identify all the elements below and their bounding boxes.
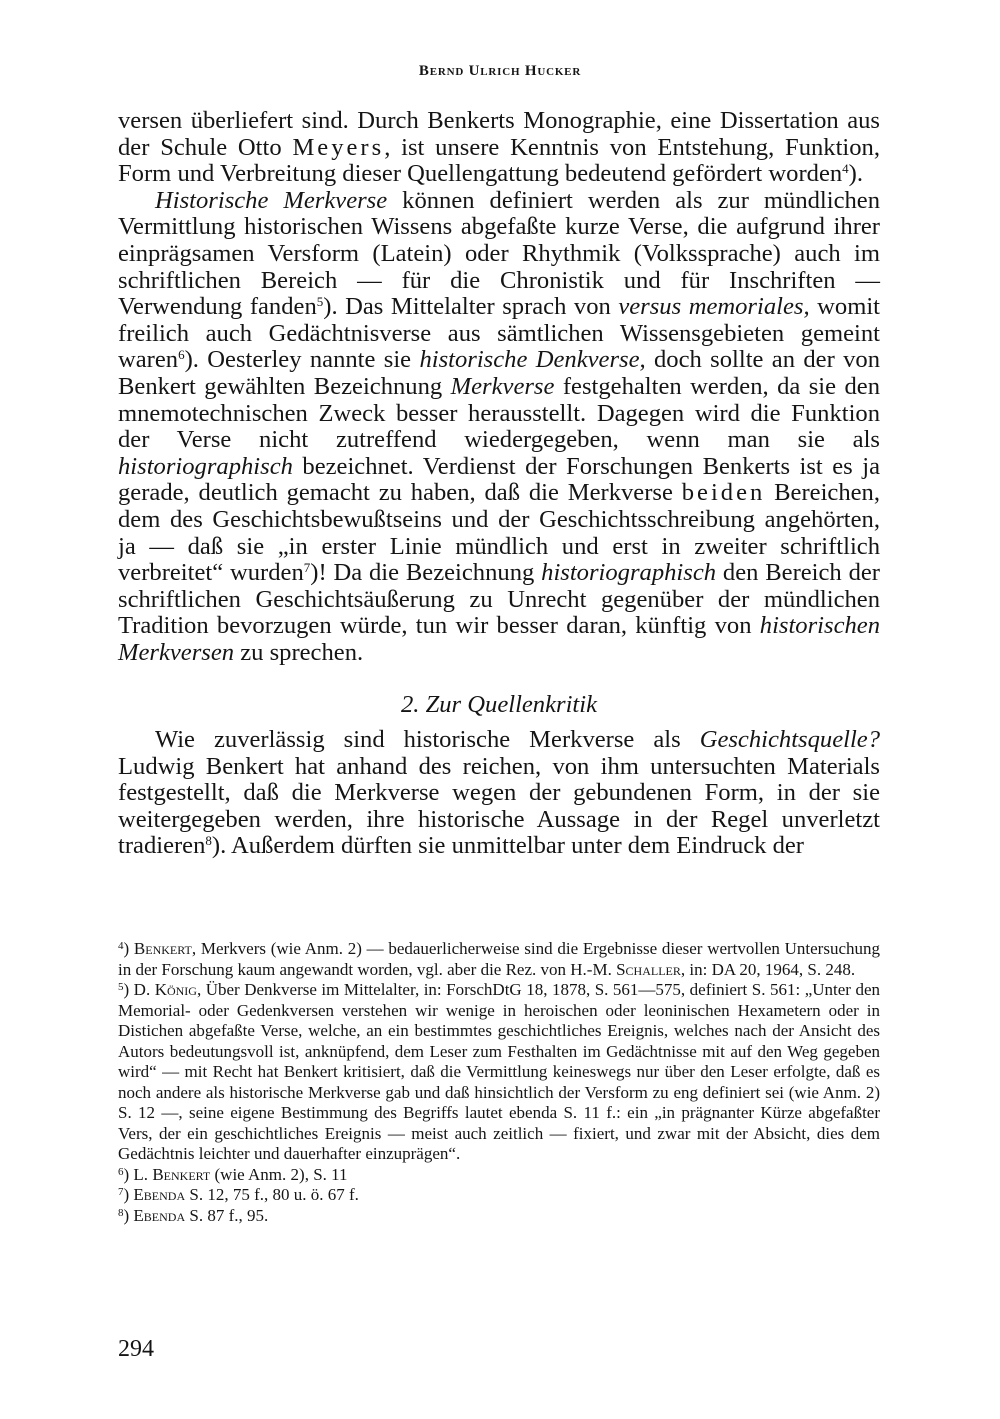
page-number: 294	[118, 1336, 154, 1362]
text: , Merkvers (wie Anm. 2) — bedauerlicherweise sind die Ergebnisse dieser wertvollen Untersuchung in der Forschung kaum angewandt worden, vgl. aber die Rez. von H.-M.	[118, 939, 880, 979]
footnote-number: 5	[118, 981, 124, 993]
footnote-number: 8	[118, 1206, 124, 1219]
text: Ludwig Benkert hat anhand des reichen, von ihm untersuchten Materials festgestellt, daß die Merkverse wegen der gebundenen Form, in der sie weitergegeben werden, ihre historische Aussage in der Regel unverletzt tradieren	[118, 752, 880, 860]
footnote-6: $^6$) L. Benkert (wie Anm. 2), S. 11	[118, 1164, 348, 1184]
footnote-ref-4[interactable]: 4	[842, 161, 849, 177]
text: ). Außerdem dürften sie unmittelbar unter dem Eindruck der	[211, 832, 805, 860]
footnote-number: 4	[118, 940, 124, 952]
text: S. 87 f., 95.	[185, 1205, 269, 1225]
main-text	[118, 108, 880, 860]
text: (wie Anm. 2), S. 11	[210, 1164, 348, 1184]
text: bezeichnet. Verdienst der Forschungen Benkerts ist es ja gerade, deutlich gemacht zu haben, daß die Merkverse	[118, 452, 880, 507]
footnote-ref-7[interactable]: 7	[303, 560, 311, 576]
author-name: Schaller	[616, 959, 681, 979]
paragraph-3	[118, 727, 880, 860]
text: S. 12, 75 f., 80 u. ö. 67 f.	[185, 1185, 359, 1204]
paragraph-1	[118, 108, 880, 188]
footnote-4: $^4$) Benkert, Merkvers (wie Anm. 2) — bedauerlicherweise sind die Ergebnisse dieser wertvollen Untersuchung in der Forschung kaum angewandt worden, vgl. aber die Rez. von H.-M. Schaller, in: DA 20, 1964, S. 248.	[118, 939, 880, 979]
footnote-ref-5[interactable]: 5	[316, 294, 324, 310]
footnote-ref-6[interactable]: 6	[178, 347, 185, 363]
italic-term: historische Denkverse,	[419, 346, 646, 374]
footnote-5: $^5$) D. König, Über Denkverse im Mittelalter, in: ForschDtG 18, 1878, S. 561—575, definiert S. 561: „Unter den Memorial- oder Gedenkversen verstehen wir wenige in heroischen oder leoninischen Hexametern oder in Distichen abgefaßte Verse, welche, an ein bestimmtes geschichtliches Ereignis, welches nach der Ansicht des Autors bedeutungsvoll ist, anknüpfend, dem Leser zum Festhalten im Gedächtnisse mit auf den Weg gegeben wird“ — mit Recht hat Benkert kritisiert, daß die Vermittlung keineswegs nur über den Leser erfolgte, daß es noch andere als historische Merkverse gab und daß hinsichtlich der Versform zu eng definiert sei (wie Anm. 2) S. 12 —, seine eigene Bestimmung des Begriffs lautet ebenda S. 11 f.: ein „in prägnanter Kürze abgefaßter Vers, der ein geschichtliches Ereignis — meist auch zeitlich — fixiert, und zwar mit der Absicht, dies dem Gedächtnis leichter und dauerhafter einzuprägen“.	[118, 980, 880, 1163]
text: womit freilich auch Gedächtnisverse aus sämtlichen Wissensgebieten gemeint waren	[118, 293, 880, 374]
author-name: König	[154, 980, 197, 999]
paragraph-2	[118, 188, 880, 667]
footnote-number: 6	[118, 1165, 124, 1178]
spaced-name: Meyers	[292, 133, 385, 161]
author-name: Ebenda	[133, 1185, 186, 1204]
italic-term: historiographisch	[118, 452, 293, 480]
footnote-number: 7	[118, 1186, 124, 1198]
text: versen überliefert sind. Durch Benkerts Monographie, eine Dissertation aus der Schule Otto	[118, 107, 880, 161]
text: )! Da die Bezeichnung	[310, 559, 542, 587]
text: Wie zuverlässig sind historische Merkverse als	[155, 726, 700, 754]
text: D.	[133, 980, 155, 999]
text: können definiert werden als zur mündlichen Vermittlung historischen Wissens abgefaßte kurze Verse, die aufgrund ihrer einprägsamen Versform (Latein) oder Rhythmik (Volkssprache) auch im schriftlichen Bereich — für die Chronistik und für Inschriften — Verwendung fanden	[118, 186, 880, 321]
text: L.	[133, 1164, 153, 1184]
spaced-word: beiden	[681, 479, 766, 507]
text: , ist unsere Kenntnis von Entstehung, Funktion, Form und Verbreitung dieser Quellengattung bedeutend gefördert worden	[118, 133, 880, 188]
section-title: 2. Zur Quellenkritik	[400, 691, 598, 719]
text: festgehalten werden, da sie den mnemotechnischen Zweck besser herausstellt. Dagegen wird die Funktion der Verse nicht zutreffend wiedergegeben, wenn man sie als	[118, 372, 881, 454]
text: doch sollte an der von Benkert gewählten Bezeichnung	[118, 346, 880, 400]
footnotes	[118, 939, 880, 1226]
italic-term: historischen Merkversen	[118, 612, 880, 666]
italic-term: Historische Merkverse	[155, 186, 388, 214]
text: ). Das Mittelalter sprach von	[323, 293, 619, 321]
footnote-8: $^8$) Ebenda S. 87 f., 95.	[118, 1205, 269, 1225]
text: , in: DA 20, 1964, S. 248.	[680, 959, 856, 979]
italic-term: historiographisch	[541, 559, 717, 587]
text: Bereichen, dem des Geschichtsbewußtseins und der Geschichtsschreibung angehörten, ja — daß sie „in erster Linie mündlich und erst in zweiter schriftlich verbreitet“ wurden	[118, 479, 880, 587]
text: , Über Denkverse im Mittelalter, in: ForschDtG 18, 1878, S. 561—575, definiert S. 561: „Unter den Memorial- oder Gedenkversen verstehen wir wenige in heroischen oder leoninischen Hexametern oder in Distichen abgefaßte Verse, welche, an ein bestimmtes geschichtliches Ereignis, welches nach der Ansicht des Autors bedeutungsvoll ist, anknüpfend, dem Leser zum Festhalten im Gedächtnisse mit auf den Weg gegeben wird“ — mit Recht hat Benkert kritisiert, daß die Vermittlung keineswegs nur über den Leser erfolgte, daß es noch andere als historische Merkverse gab und daß hinsichtlich der Versform zu eng definiert sei (wie Anm. 2) S. 12 —, seine eigene Bestimmung des Begriffs lautet ebenda S. 11 f.: ein „in prägnanter Kürze abgefaßter Vers, der ein geschichtliches Ereignis — meist auch zeitlich — fixiert, und zwar mit der Absicht, dies dem Gedächtnis leichter und dauerhafter einzuprägen“.	[118, 980, 880, 1163]
italic-term: Merkverse	[450, 372, 555, 400]
italic-term: versus memoriales,	[618, 293, 810, 321]
text: den Bereich der schriftlichen Geschichtsäußerung zu Unrecht gegenüber der mündlichen Tradition bevorzugen würde, tun wir besser daran, künftig von	[118, 559, 880, 640]
italic-term: Geschichtsquelle?	[699, 726, 880, 754]
author-name: Benkert	[152, 1164, 211, 1184]
text: zu sprechen.	[234, 638, 364, 666]
author-name: Ebenda	[133, 1205, 186, 1225]
text: ). Oesterley nannte sie	[184, 346, 420, 374]
footnote-7: $^7$) Ebenda S. 12, 75 f., 80 u. ö. 67 f.	[118, 1185, 359, 1204]
footnote-ref-8[interactable]: 8	[205, 833, 212, 849]
text: ).	[848, 160, 864, 188]
author-name: Benkert	[133, 939, 192, 958]
running-header: Bernd Ulrich Hucker	[418, 63, 582, 79]
